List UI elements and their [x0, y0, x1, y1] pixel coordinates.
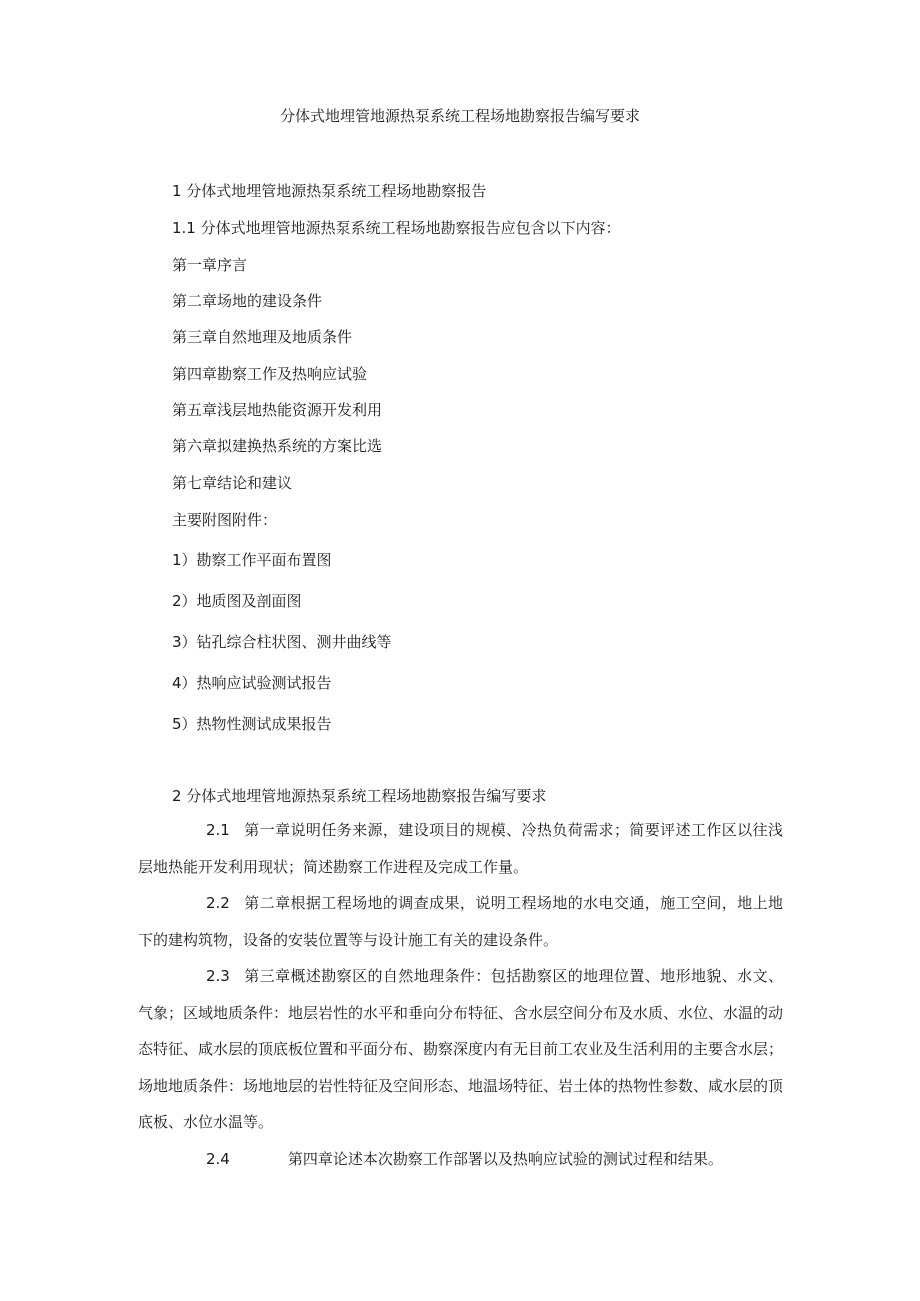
section1-intro: 1.1 分体式地埋管地源热泵系统工程场地勘察报告应包含以下内容： [172, 219, 621, 237]
section2-heading: 2 分体式地埋管地源热泵系统工程场地勘察报告编写要求 [172, 787, 547, 805]
chapter-item: 第六章拟建换热系统的方案比选 [172, 437, 383, 455]
requirement-number: 2.2 [206, 894, 230, 912]
requirement-number: 2.3 [206, 967, 230, 985]
requirement-text: 第二章根据工程场地的调查成果，说明工程场地的水电交通，施工空间，地上地下的建构筑物，设备的安装位置等与设计施工有关的建设条件。 [138, 894, 783, 949]
chapter-item: 第三章自然地理及地质条件 [172, 328, 353, 346]
chapter-item: 第一章序言 [172, 256, 248, 274]
attachment-item: 5）热物性测试成果报告 [172, 715, 332, 733]
attachment-item: 4）热响应试验测试报告 [172, 674, 332, 692]
chapter-item: 第七章结论和建议 [172, 474, 293, 492]
requirement-paragraph [138, 885, 783, 958]
requirement-text: 第三章概述勘察区的自然地理条件：包括勘察区的地理位置、地形地貌、水文、气象；区域地质条件：地层岩性的水平和垂向分布特征、含水层空间分布及水质、水位、水温的动态特征、咸水层的顶底板位置和平面分布、勘察深度内有无目前工农业及生活利用的主要含水层；场地地质条件：场地地层的岩性特征及空间形态、地温场特征、岩土体的热物性参数、咸水层的顶底板、水位水温等。 [138, 967, 784, 1131]
chapter-item: 第四章勘察工作及热响应试验 [172, 365, 368, 383]
attachment-item: 2）地质图及剖面图 [172, 592, 302, 610]
requirement-number: 2.1 [206, 821, 230, 839]
document-title: 分体式地埋管地源热泵系统工程场地勘察报告编写要求 [279, 107, 640, 125]
attachment-item: 1）勘察工作平面布置图 [172, 551, 332, 569]
attachment-item: 3）钻孔综合柱状图、测井曲线等 [172, 633, 392, 651]
requirement-number: 2.4 [206, 1150, 230, 1168]
section1-heading: 1 分体式地埋管地源热泵系统工程场地勘察报告 [172, 182, 487, 200]
chapter-item: 第五章浅层地热能资源开发利用 [172, 401, 383, 419]
requirement-paragraph [138, 1141, 783, 1178]
chapter-item: 第二章场地的建设条件 [172, 292, 323, 310]
requirement-paragraph [138, 958, 783, 1141]
requirement-text: 第一章说明任务来源，建设项目的规模、冷热负荷需求；简要评述工作区以往浅层地热能开发利用现状；简述勘察工作进程及完成工作量。 [138, 821, 783, 876]
requirement-text: 第四章论述本次勘察工作部署以及热响应试验的测试过程和结果。 [287, 1150, 723, 1168]
attachments-heading: 主要附图附件： [172, 511, 278, 529]
requirement-paragraph [138, 812, 783, 885]
